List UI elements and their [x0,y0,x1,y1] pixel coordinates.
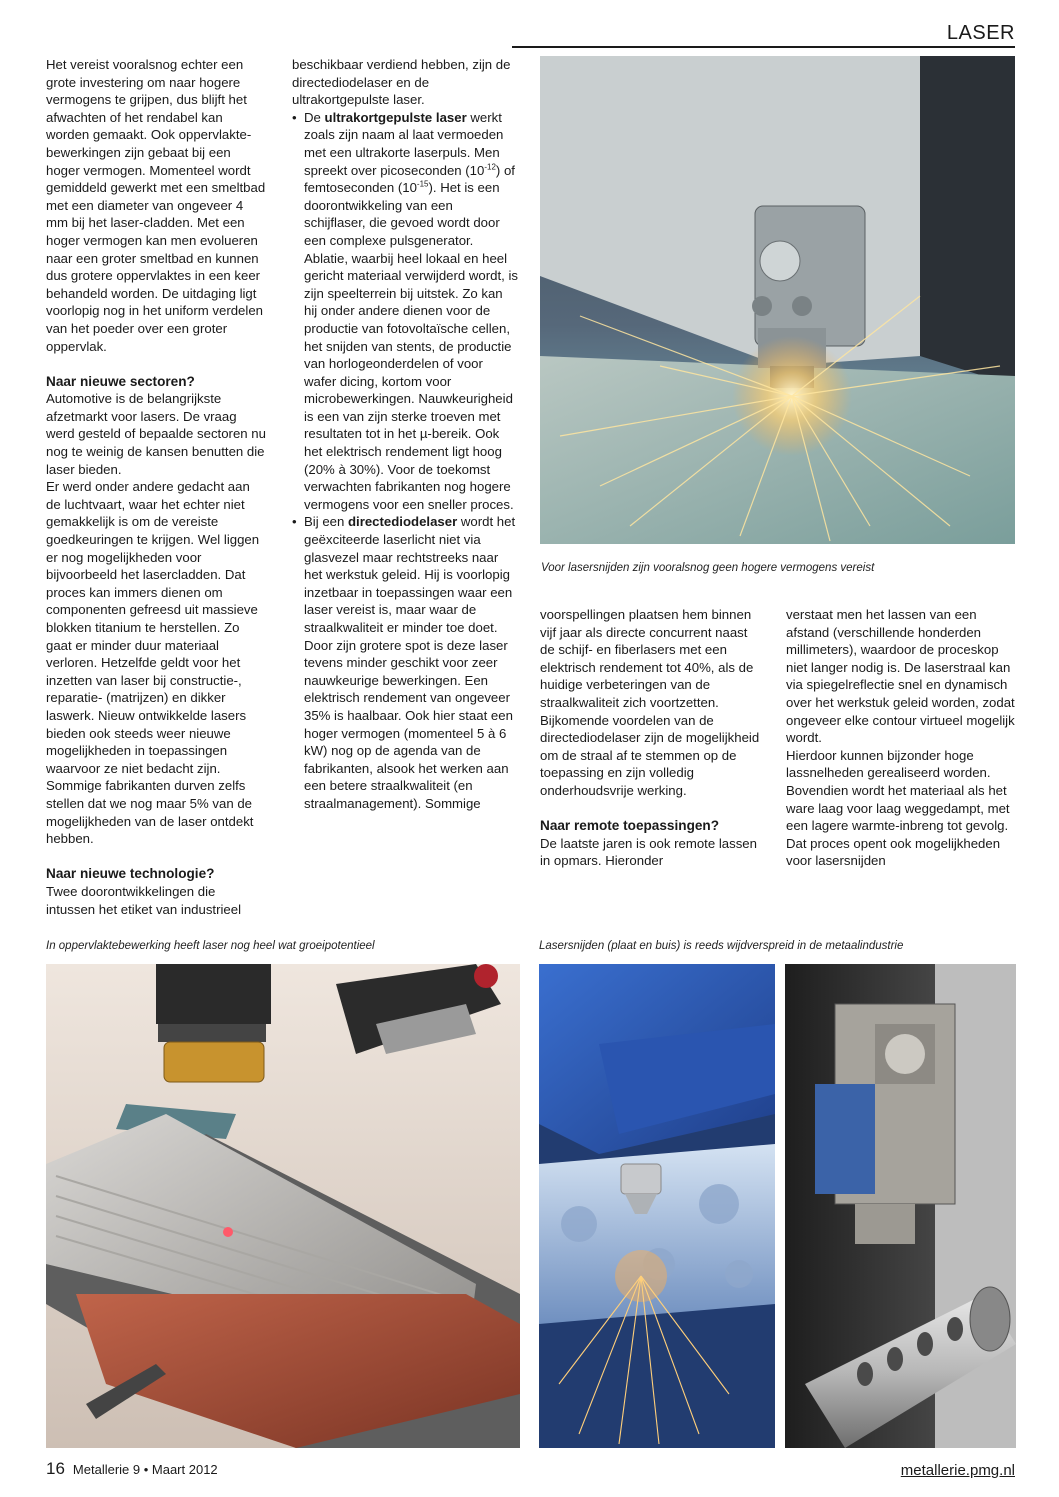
footer-website[interactable]: metallerie.pmg.nl [900,1462,1015,1479]
term-ultrashort-laser: ultrakortgepulste laser [324,109,467,125]
photo-tube-laser-cutting [785,964,1016,1448]
list-item: • Bij een directediodelaser wordt het geëxciteerde laserlicht niet via glasvezel maar rechtstreeks naar het werkstuk geleid. Hij is voorlopig inzetbaar in toepassingen waar een laser vereist is, maar waar de straalkwaliteit er minder toe doet. Door zijn grotere spot is deze laser tevens minder geschikt voor zeer nauwkeurige bewerkingen. Een elektrisch rendement van ongeveer 35% is haalbaar. Ook hier staat een hoger vermogen (momenteel 5 à 6 kW) nog op de agenda van de fabrikanten, alsook het werken aan een betere straalkwaliteit (en straalmanagement). Sommige [292,513,518,812]
text-column-4 [786,606,1016,870]
paragraph: Dat proces opent ook mogelijkheden voor lasersnijden [786,835,1001,869]
photo-laser-cutting-head [540,56,1015,544]
section-label: LASER [946,22,1015,44]
footer-publication [46,1459,218,1479]
paragraph: beschikbaar verdiend hebben, zijn de directediodelaser en de ultrakortgepulste laser. [292,57,511,108]
text-column-1 [46,56,268,918]
text-column-2 [292,56,518,813]
subheading-new-technology: Naar nieuwe technologie? [46,866,215,882]
paragraph: Automotive is de belangrijkste afzetmarkt voor lasers. De vraag werd gesteld of bepaalde sectoren nu nog te weinig de kansen benutten die laser bieden. [46,391,266,477]
paragraph: Hierdoor kunnen bijzonder hoge lassnelheden gerealiseerd worden. Bovendien wordt het materiaal als het ware laag voor laag weggedampt, met een lagere warmte-inbreng tot gevolg. [786,747,1010,834]
section-rule [512,46,1015,48]
subheading-remote-applications: Naar remote toepassingen? [540,818,720,834]
paragraph: verstaat men het lassen van een afstand (verschillende honderden millimeters), waardoor de proceskop niet langer nodig is. De laserstraal kan via spiegelreflectie snel en dynamisch over het werkstuk geleid worden, zodat ongeveer elke contour virtueel mogelijk wordt. [786,607,1015,746]
caption-bottom-left: In oppervlaktebewerking heeft laser nog heel wat groeipotentieel [46,940,375,952]
paragraph: Het vereist vooralsnog echter een grote investering om naar hogere vermogens te grijpen, dus blijft het afwachten of het rendabel kan worden gemaakt. Ook oppervlakte-bewerkingen zijn gebaat bij een hoger vermogen. Momenteel wordt gemiddeld gewerkt met een smeltbad met een diameter van ongeveer 4 mm bij het laser-cladden. Met een hoger vermogen kan men evolueren naar een groter smeltbad en kunnen dus grotere oppervlaktes in een keer behandeld worden. De uitdaging ligt voorlopig nog in het uniform verdelen van het poeder over een groter oppervlak. [46,57,266,354]
caption-bottom-right: Lasersnijden (plaat en buis) is reeds wijdverspreid in de metaalindustrie [539,940,904,952]
paragraph: Er werd onder andere gedacht aan de luchtvaart, waar het echter niet gemakkelijk is om de vereiste goedkeuringen te krijgen. Wel liggen er nog mogelijkheden voor bijvoorbeeld het lasercladden. Dat proces kan immers dienen om componenten gefreesd uit massieve blokken titanium te herstellen. Zo gaat er minder duur materiaal verloren. Hetzelfde geldt voor het inzetten van laser bij constructie-, reparatie- (matrijzen) en dikker laswerk. Nieuw ontwikkelde lasers bieden ook steeds weer nieuwe mogelijkheden in toepassingen waarvoor ze niet bedacht zijn. Sommige fabrikanten durven zelfs stellen dat we nog maar 5% van de mogelijkheden van de laser ontdekt hebben. [46,479,260,847]
publication-info: Metallerie 9 • Maart 2012 [72,1462,218,1477]
photo-sheet-laser-cutting [539,964,775,1448]
paragraph: voorspellingen plaatsen hem binnen vijf jaar als directe concurrent naast de schijf- en fiberlasers met een elektrisch rendement tot 40%, als de huidige verbeteringen van de straalkwaliteit zich voortzetten. Bijkomende voordelen van de directediodelaser zijn de mogelijkheid om de straal af te stemmen op de toepassing en zijn volledig onderhoudsvrije werking. [540,607,760,798]
list-item: • De ultrakortgepulste laser werkt zoals zijn naam al laat vermoeden met een ultrakorte laserpuls. Men spreekt over picoseconden $(10^{-12})$ of femtoseconden $(10^{-15})$. Het is een doorontwikkeling van een schijflaser, die gevoed wordt door een complexe pulsgenerator. Ablatie, waarbij heel lokaal en heel gericht materiaal verwijderd wordt, is zijn speelterrein bij uitstek. Zo kan hij onder andere dienen voor de productie van fotovoltaïsche cellen, het snijden van stents, de productie van horlogeonderdelen of voor wafer dicing, kortom voor microbewerkingen. Nauwkeurigheid is een van zijn sterke troeven met resultaten tot in het µ-bereik. Ook het elektrisch rendement ligt hoog (20% à 30%). Voor de toekomst verwachten fabrikanten nog hogere vermogens voor een sneller proces. [292,109,518,514]
subheading-new-sectors: Naar nieuwe sectoren? [46,373,195,389]
bullet-list [292,109,518,813]
term-direct-diode-laser: directediodelaser [348,514,458,530]
paragraph: Twee doorontwikkelingen die intussen het etiket van industrieel [46,883,241,917]
paragraph: De laatste jaren is ook remote lassen in opmars. Hieronder [540,835,757,869]
page-number: 16 [46,1459,65,1478]
caption-top-right: Voor lasersnijden zijn vooralsnog geen hogere vermogens vereist [541,562,875,574]
text-column-3 [540,606,765,870]
photo-laser-cladding [46,964,520,1448]
